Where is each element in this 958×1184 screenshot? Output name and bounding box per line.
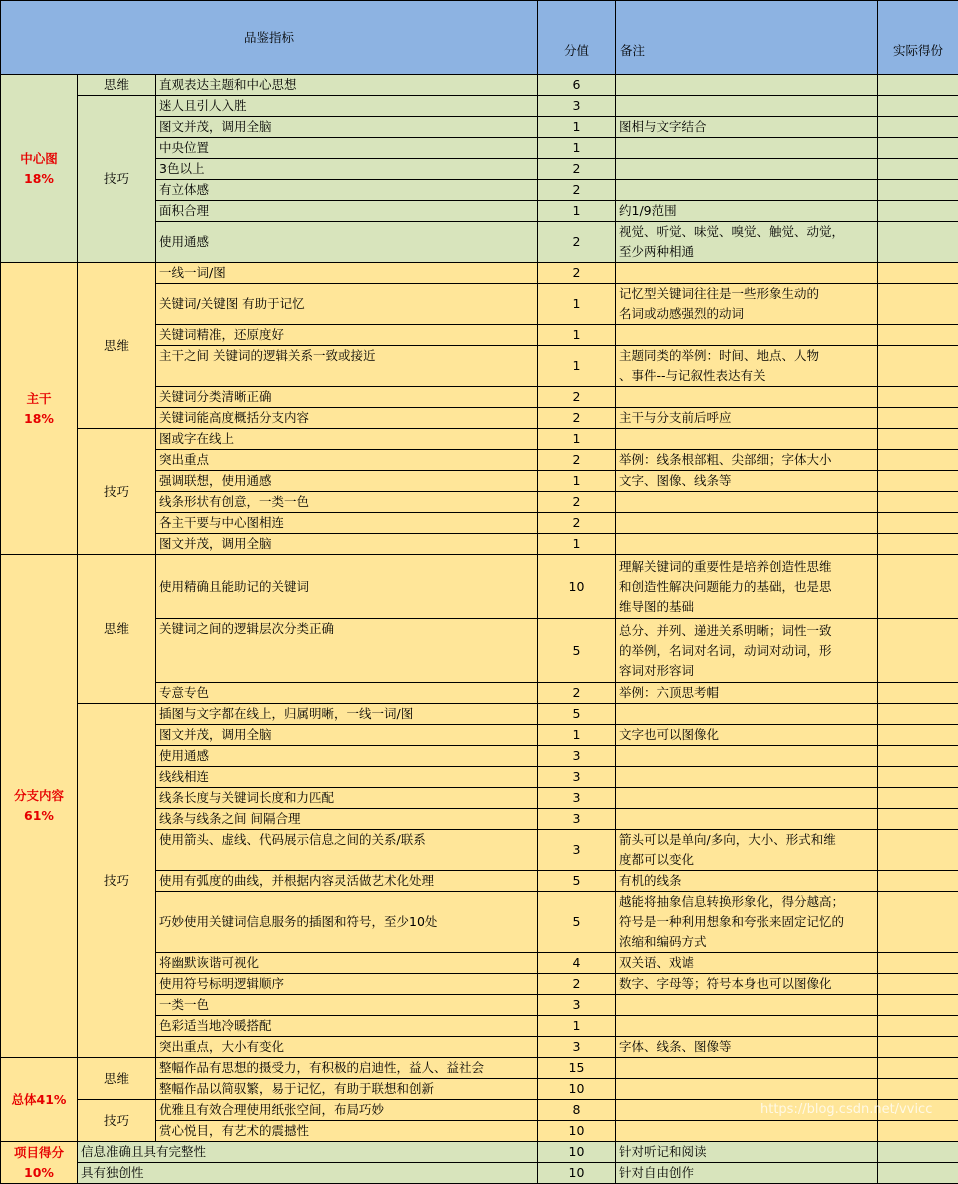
actual-score-cell[interactable] [878, 387, 958, 408]
indicator-item: 使用通感 [156, 746, 538, 767]
score-value: 5 [538, 704, 616, 725]
actual-score-cell[interactable] [878, 704, 958, 725]
indicator-item: 整幅作品有思想的摄受力，有积极的启迪性，益人、益社会 [156, 1058, 538, 1079]
score-value: 1 [538, 138, 616, 159]
actual-score-cell[interactable] [878, 892, 958, 953]
score-value: 2 [538, 513, 616, 534]
actual-score-cell[interactable] [878, 974, 958, 995]
score-value: 2 [538, 450, 616, 471]
header-score: 分值 [538, 1, 616, 75]
score-value: 2 [538, 180, 616, 201]
score-value: 1 [538, 117, 616, 138]
table-row [1, 75, 958, 96]
note-text: 针对自由创作 [616, 1163, 878, 1184]
score-value: 2 [538, 408, 616, 429]
actual-score-cell[interactable] [878, 1016, 958, 1037]
actual-score-cell[interactable] [878, 159, 958, 180]
note-text [616, 96, 878, 117]
score-value: 10 [538, 555, 616, 619]
indicator-item: 关键词/关键图 有助于记忆 [156, 284, 538, 325]
note-text: 理解关键词的重要性是培养创造性思维 和创造性解决问题能力的基础，也是思 维导图的基础 [616, 555, 878, 619]
indicator-item: 图文并茂，调用全脑 [156, 725, 538, 746]
indicator-item: 关键词能高度概括分支内容 [156, 408, 538, 429]
score-value: 1 [538, 346, 616, 387]
note-text: 记忆型关键词往往是一些形象生动的 名词或动感强烈的动词 [616, 284, 878, 325]
score-value: 3 [538, 767, 616, 788]
actual-score-cell[interactable] [878, 513, 958, 534]
actual-score-cell[interactable] [878, 117, 958, 138]
actual-score-cell[interactable] [878, 222, 958, 263]
actual-score-cell[interactable] [878, 408, 958, 429]
indicator-item: 线线相连 [156, 767, 538, 788]
indicator-item: 插图与文字都在线上，归属明晰，一线一词/图 [156, 704, 538, 725]
score-value: 3 [538, 995, 616, 1016]
note-text: 视觉、听觉、味觉、嗅觉、触觉、动觉， 至少两种相通 [616, 222, 878, 263]
indicator-item: 线条与线条之间 间隔合理 [156, 809, 538, 830]
actual-score-cell[interactable] [878, 1163, 958, 1184]
score-value: 3 [538, 809, 616, 830]
note-text: 箭头可以是单向/多向，大小、形式和维 度都可以变化 [616, 830, 878, 871]
table-row [1, 704, 958, 725]
note-text [616, 995, 878, 1016]
actual-score-cell[interactable] [878, 180, 958, 201]
note-text [616, 263, 878, 284]
score-value: 2 [538, 974, 616, 995]
indicator-item: 专意专色 [156, 683, 538, 704]
score-value: 10 [538, 1121, 616, 1142]
note-text: 举例：线条根部粗、尖部细；字体大小 [616, 450, 878, 471]
indicator-item: 各主干要与中心图相连 [156, 513, 538, 534]
indicator-item: 赏心悦目，有艺术的震撼性 [156, 1121, 538, 1142]
header-actual-score: 实际得份 [878, 1, 958, 75]
indicator-item: 主干之间 关键词的逻辑关系一致或接近 [156, 346, 538, 387]
actual-score-cell[interactable] [878, 1058, 958, 1079]
note-text [616, 75, 878, 96]
note-text [616, 1058, 878, 1079]
table-row [1, 263, 958, 284]
indicator-item: 使用有弧度的曲线，并根据内容灵活做艺术化处理 [156, 871, 538, 892]
indicator-item: 使用符号标明逻辑顺序 [156, 974, 538, 995]
actual-score-cell[interactable] [878, 492, 958, 513]
table-row [1, 96, 958, 117]
note-text [616, 325, 878, 346]
note-text [616, 492, 878, 513]
section-label: 分支内容 61% [1, 555, 78, 1058]
actual-score-cell[interactable] [878, 555, 958, 619]
indicator-item: 线条长度与关键词长度和力匹配 [156, 788, 538, 809]
table-row [1, 1163, 958, 1184]
indicator-item: 整幅作品以简驭繁，易于记忆，有助于联想和创新 [156, 1079, 538, 1100]
subgroup-label: 技巧 [78, 1100, 156, 1142]
actual-score-cell[interactable] [878, 995, 958, 1016]
actual-score-cell[interactable] [878, 75, 958, 96]
score-value: 1 [538, 471, 616, 492]
actual-score-cell[interactable] [878, 284, 958, 325]
score-value: 2 [538, 222, 616, 263]
note-text [616, 429, 878, 450]
indicator-item: 色彩适当地冷暖搭配 [156, 1016, 538, 1037]
score-value: 2 [538, 492, 616, 513]
note-text: 约1/9范围 [616, 201, 878, 222]
actual-score-cell[interactable] [878, 871, 958, 892]
note-text [616, 1100, 878, 1121]
note-text: 总分、并列、递进关系明晰；词性一致 的举例，名词对名词，动词对动词，形 容词对形容词 [616, 619, 878, 683]
actual-score-cell[interactable] [878, 809, 958, 830]
indicator-item: 迷人且引人入胜 [156, 96, 538, 117]
note-text [616, 704, 878, 725]
subgroup-label: 思维 [78, 1058, 156, 1100]
score-value: 1 [538, 325, 616, 346]
indicator-item: 具有独创性 [78, 1163, 538, 1184]
note-text: 双关语、戏谑 [616, 953, 878, 974]
note-text [616, 534, 878, 555]
note-text [616, 159, 878, 180]
score-value: 6 [538, 75, 616, 96]
actual-score-cell[interactable] [878, 429, 958, 450]
score-value: 3 [538, 830, 616, 871]
indicator-item: 线条形状有创意，一类一色 [156, 492, 538, 513]
section-label: 项目得分 10% [1, 1142, 78, 1184]
note-text: 举例：六顶思考帽 [616, 683, 878, 704]
actual-score-cell[interactable] [878, 1079, 958, 1100]
score-value: 10 [538, 1079, 616, 1100]
indicator-item: 使用箭头、虚线、代码展示信息之间的关系/联系 [156, 830, 538, 871]
note-text: 有机的线条 [616, 871, 878, 892]
header-notes: 备注 [616, 1, 878, 75]
indicator-item: 一线一词/图 [156, 263, 538, 284]
section-label: 主干 18% [1, 263, 78, 555]
subgroup-label: 技巧 [78, 429, 156, 555]
score-value: 15 [538, 1058, 616, 1079]
indicator-item: 面积合理 [156, 201, 538, 222]
note-text [616, 1121, 878, 1142]
score-value: 5 [538, 892, 616, 953]
score-value: 3 [538, 788, 616, 809]
score-value: 2 [538, 387, 616, 408]
actual-score-cell[interactable] [878, 1037, 958, 1058]
actual-score-cell[interactable] [878, 1100, 958, 1121]
score-value: 2 [538, 263, 616, 284]
indicator-item: 关键词精准，还原度好 [156, 325, 538, 346]
indicator-item: 优雅且有效合理使用纸张空间，布局巧妙 [156, 1100, 538, 1121]
subgroup-label: 技巧 [78, 96, 156, 263]
indicator-item: 关键词之间的逻辑层次分类正确 [156, 619, 538, 683]
indicator-item: 一类一色 [156, 995, 538, 1016]
score-value: 1 [538, 1016, 616, 1037]
score-value: 8 [538, 1100, 616, 1121]
note-text: 主题同类的举例：时间、地点、人物 、事件--与记叙性表达有关 [616, 346, 878, 387]
indicator-item: 将幽默诙谐可视化 [156, 953, 538, 974]
indicator-item: 图或字在线上 [156, 429, 538, 450]
indicator-item: 关键词分类清晰正确 [156, 387, 538, 408]
indicator-item: 中央位置 [156, 138, 538, 159]
indicator-item: 3色以上 [156, 159, 538, 180]
note-text: 越能将抽象信息转换形象化，得分越高； 符号是一种利用想象和夸张来固定记忆的 浓缩和编码方式 [616, 892, 878, 953]
table-row [1, 555, 958, 619]
section-label: 总体41% [1, 1058, 78, 1142]
note-text [616, 138, 878, 159]
actual-score-cell[interactable] [878, 746, 958, 767]
actual-score-cell[interactable] [878, 1142, 958, 1163]
subgroup-label: 思维 [78, 555, 156, 704]
actual-score-cell[interactable] [878, 725, 958, 746]
actual-score-cell[interactable] [878, 450, 958, 471]
actual-score-cell[interactable] [878, 263, 958, 284]
actual-score-cell[interactable] [878, 1121, 958, 1142]
indicator-item: 强调联想，使用通感 [156, 471, 538, 492]
score-value: 10 [538, 1142, 616, 1163]
score-value: 1 [538, 201, 616, 222]
table-row [1, 1142, 958, 1163]
indicator-item: 有立体感 [156, 180, 538, 201]
watermark: https://blog.csdn.net/vvicc [760, 1102, 932, 1117]
actual-score-cell[interactable] [878, 346, 958, 387]
note-text [616, 809, 878, 830]
section-label: 中心图 18% [1, 75, 78, 263]
score-value: 4 [538, 953, 616, 974]
note-text: 图相与文字结合 [616, 117, 878, 138]
note-text [616, 387, 878, 408]
note-text [616, 746, 878, 767]
actual-score-cell[interactable] [878, 683, 958, 704]
note-text: 数字、字母等；符号本身也可以图像化 [616, 974, 878, 995]
indicator-item: 信息准确且具有完整性 [78, 1142, 538, 1163]
indicator-item: 使用通感 [156, 222, 538, 263]
subgroup-label: 技巧 [78, 704, 156, 1058]
actual-score-cell[interactable] [878, 830, 958, 871]
table-row [1, 429, 958, 450]
indicator-item: 突出重点 [156, 450, 538, 471]
indicator-item: 突出重点，大小有变化 [156, 1037, 538, 1058]
note-text [616, 1079, 878, 1100]
score-value: 3 [538, 746, 616, 767]
actual-score-cell[interactable] [878, 138, 958, 159]
note-text: 文字、图像、线条等 [616, 471, 878, 492]
indicator-item: 使用精确且能助记的关键词 [156, 555, 538, 619]
score-value: 1 [538, 284, 616, 325]
score-value: 1 [538, 534, 616, 555]
actual-score-cell[interactable] [878, 471, 958, 492]
indicator-item: 图文并茂，调用全脑 [156, 534, 538, 555]
actual-score-cell[interactable] [878, 325, 958, 346]
note-text [616, 788, 878, 809]
actual-score-cell[interactable] [878, 788, 958, 809]
score-value: 1 [538, 725, 616, 746]
score-value: 2 [538, 159, 616, 180]
score-value: 5 [538, 871, 616, 892]
score-value: 3 [538, 1037, 616, 1058]
actual-score-cell[interactable] [878, 767, 958, 788]
indicator-item: 图文并茂，调用全脑 [156, 117, 538, 138]
note-text: 字体、线条、图像等 [616, 1037, 878, 1058]
indicator-item: 直观表达主题和中心思想 [156, 75, 538, 96]
note-text [616, 513, 878, 534]
score-value: 5 [538, 619, 616, 683]
note-text [616, 1016, 878, 1037]
score-value: 2 [538, 683, 616, 704]
table-row [1, 1100, 958, 1121]
actual-score-cell[interactable] [878, 619, 958, 683]
note-text: 文字也可以图像化 [616, 725, 878, 746]
actual-score-cell[interactable] [878, 953, 958, 974]
header-row [1, 1, 958, 75]
note-text [616, 180, 878, 201]
actual-score-cell[interactable] [878, 201, 958, 222]
actual-score-cell[interactable] [878, 534, 958, 555]
note-text: 主干与分支前后呼应 [616, 408, 878, 429]
note-text [616, 767, 878, 788]
subgroup-label: 思维 [78, 263, 156, 429]
subgroup-label: 思维 [78, 75, 156, 96]
score-value: 3 [538, 96, 616, 117]
header-indicator: 品鉴指标 [1, 1, 538, 75]
indicator-item: 巧妙使用关键词信息服务的插图和符号，至少10处 [156, 892, 538, 953]
note-text: 针对听记和阅读 [616, 1142, 878, 1163]
actual-score-cell[interactable] [878, 96, 958, 117]
table-row [1, 1058, 958, 1079]
table-body [1, 75, 958, 1184]
score-value: 10 [538, 1163, 616, 1184]
score-value: 1 [538, 429, 616, 450]
